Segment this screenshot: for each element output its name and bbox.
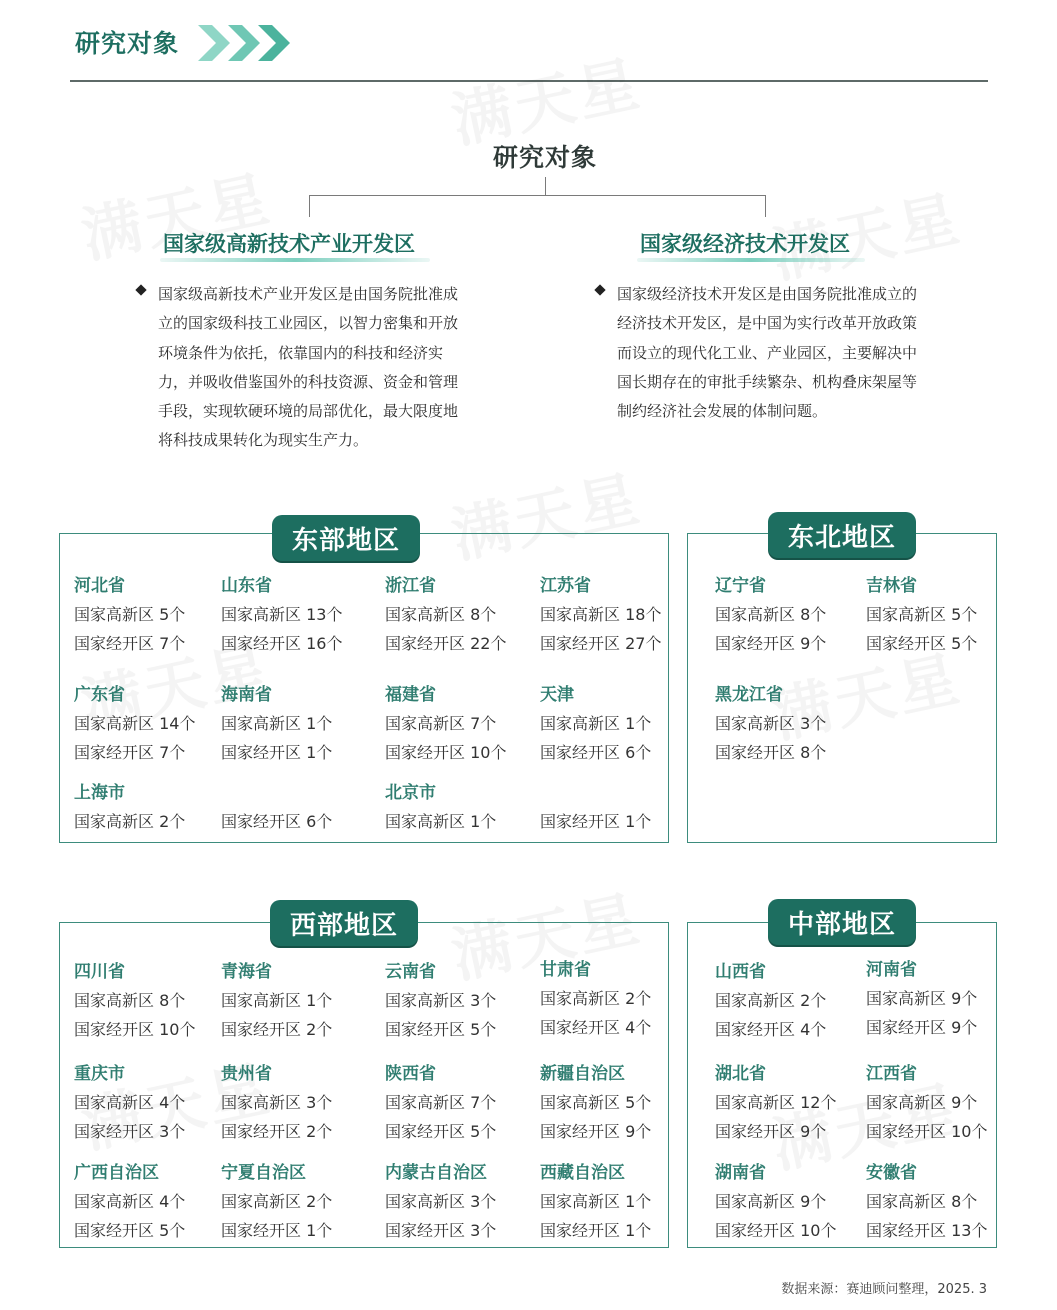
hightech-count: 国家高新区 8个 [385,605,497,624]
tree-connector [309,195,765,196]
province-name: 浙江省 [385,576,436,596]
province-name: 内蒙古自治区 [385,1163,487,1183]
econ-count: 国家经开区 10个 [385,743,507,762]
province-name: 云南省 [385,962,436,982]
tree-root-title: 研究对象 [492,143,597,172]
province-card-shanghai [74,778,185,829]
province-card [74,1158,185,1238]
econ-count: 国家经开区 16个 [221,634,343,653]
province-card [540,680,651,760]
hightech-count: 国家高新区 9个 [715,1192,827,1211]
province-card [715,1158,836,1238]
page-header-title: 研究对象 [75,29,180,58]
region-central-title: 中部地区 [768,899,916,945]
hightech-count: 国家高新区 1个 [385,812,497,831]
econ-count: 国家经开区 1个 [221,1221,333,1240]
region-east-title: 东部地区 [272,515,420,561]
hightech-count: 国家高新区 1个 [221,714,333,733]
province-name: 青海省 [221,962,272,982]
description-text: 国家级经济技术开发区是由国务院批准成立的经济技术开发区，是中国为实行改革开放政策而设立的现代化工业、产业园区，主要解决中国长期存在的审批手续繁杂、机构叠床架屋等制约经济社会发展的体制问题。 [617,285,918,421]
econ-count: 国家经开区 22个 [385,634,507,653]
hightech-count: 国家高新区 18个 [540,605,662,624]
province-card [715,680,826,760]
hightech-count: 国家高新区 7个 [385,1093,497,1112]
province-name: 天津 [540,685,574,705]
province-name: 江苏省 [540,576,591,596]
hightech-count: 国家高新区 9个 [866,989,978,1008]
region-west-title: 西部地区 [270,900,418,946]
province-name: 西藏自治区 [540,1163,625,1183]
econ-count: 国家经开区 9个 [715,1122,827,1141]
province-card [540,571,661,651]
province-card [540,1059,651,1139]
tree-connector [545,177,546,195]
econ-count: 国家经开区 1个 [221,743,333,762]
province-name: 贵州省 [221,1064,272,1084]
province-name: 山西省 [715,962,766,982]
province-name: 吉林省 [866,576,917,596]
zone-title-underline [160,258,430,262]
province-card [866,1059,987,1139]
province-name: 湖南省 [715,1163,766,1183]
province-name: 广东省 [74,685,125,705]
econ-count: 国家经开区 6个 [540,743,652,762]
province-name: 重庆市 [74,1064,125,1084]
hightech-count: 国家高新区 7个 [385,714,497,733]
province-card [385,1158,496,1238]
data-source-footer: 数据来源：赛迪顾问整理，2025. 3 [781,1282,987,1297]
province-card [74,1059,185,1139]
hightech-count: 国家高新区 14个 [74,714,196,733]
econ-count: 国家经开区 2个 [221,1020,333,1039]
hightech-count: 国家高新区 12个 [715,1093,837,1112]
province-card [715,1059,836,1139]
hightech-count: 国家高新区 5个 [540,1093,652,1112]
province-name: 新疆自治区 [540,1064,625,1084]
tree-connector [309,195,310,217]
province-card [221,1059,332,1139]
bullet-diamond-icon [594,284,605,295]
province-card [540,1158,651,1238]
hightech-count: 国家高新区 2个 [221,1192,333,1211]
province-name: 江西省 [866,1064,917,1084]
tree-connector [765,195,766,217]
econ-count: 国家经开区 4个 [715,1020,827,1039]
province-name: 宁夏自治区 [221,1163,306,1183]
province-card [221,571,342,651]
econ-count: 国家经开区 1个 [540,812,652,831]
econ-count: 国家经开区 5个 [385,1020,497,1039]
econ-count: 国家经开区 10个 [866,1122,988,1141]
zone-title-underline [637,258,865,262]
province-name: 上海市 [74,783,125,803]
econ-count: 国家经开区 27个 [540,634,662,653]
econ-count: 国家经开区 9个 [866,1018,978,1037]
zone-description-econ [617,280,929,426]
province-card [385,680,506,760]
province-card [715,571,826,651]
province-card [540,955,651,1035]
hightech-count: 国家高新区 1个 [540,714,652,733]
hightech-count: 国家高新区 2个 [540,989,652,1008]
econ-count: 国家经开区 1个 [540,1221,652,1240]
province-name: 湖北省 [715,1064,766,1084]
province-card [385,1059,496,1139]
province-card [866,1158,987,1238]
econ-count: 国家经开区 7个 [74,634,186,653]
econ-count: 国家经开区 4个 [540,1018,652,1037]
econ-count: 国家经开区 13个 [866,1221,988,1240]
econ-count: 国家经开区 2个 [221,1122,333,1141]
region-northeast-title: 东北地区 [768,512,916,558]
econ-count: 国家经开区 8个 [715,743,827,762]
econ-count: 国家经开区 9个 [540,1122,652,1141]
hightech-count: 国家高新区 3个 [385,991,497,1010]
province-card [385,957,496,1037]
description-text: 国家级高新技术产业开发区是由国务院批准成立的国家级科技工业园区，以智力密集和开放环境条件为依托，依靠国内的科技和经济实力，并吸收借鉴国外的科技资源、资金和管理手段，实现软硬环境的局部优化，最大限度地将科技成果转化为现实生产力。 [158,285,459,450]
province-name: 河北省 [74,576,125,596]
hightech-count: 国家高新区 9个 [866,1093,978,1112]
province-card [866,571,977,651]
province-card [221,1158,332,1238]
province-card-beijing [385,778,496,829]
econ-count: 国家经开区 6个 [221,812,333,831]
province-name: 山东省 [221,576,272,596]
hightech-count: 国家高新区 8个 [866,1192,978,1211]
province-name: 北京市 [385,783,436,803]
province-name: 黑龙江省 [715,685,783,705]
province-name: 甘肃省 [540,960,591,980]
econ-count: 国家经开区 5个 [74,1221,186,1240]
econ-count: 国家经开区 10个 [74,1020,196,1039]
econ-count: 国家经开区 9个 [715,634,827,653]
hightech-count: 国家高新区 2个 [74,812,186,831]
province-name: 福建省 [385,685,436,705]
province-card [74,680,195,760]
econ-count: 国家经开区 3个 [74,1122,186,1141]
hightech-count: 国家高新区 3个 [385,1192,497,1211]
province-name: 河南省 [866,960,917,980]
header-divider [70,80,988,82]
hightech-count: 国家高新区 4个 [74,1192,186,1211]
zone-description-hightech [158,280,470,456]
hightech-count: 国家高新区 5个 [74,605,186,624]
province-name: 四川省 [74,962,125,982]
hightech-count: 国家高新区 4个 [74,1093,186,1112]
econ-count: 国家经开区 5个 [866,634,978,653]
province-card [715,957,826,1037]
province-card [221,680,332,760]
province-name: 安徽省 [866,1163,917,1183]
econ-count: 国家经开区 7个 [74,743,186,762]
province-card [385,571,506,651]
hightech-count: 国家高新区 3个 [221,1093,333,1112]
bullet-diamond-icon [135,284,146,295]
econ-count: 国家经开区 5个 [385,1122,497,1141]
province-name: 陕西省 [385,1064,436,1084]
hightech-count: 国家高新区 5个 [866,605,978,624]
province-card [221,957,332,1037]
province-name: 海南省 [221,685,272,705]
hightech-count: 国家高新区 1个 [540,1192,652,1211]
hightech-count: 国家高新区 2个 [715,991,827,1010]
econ-count: 国家经开区 3个 [385,1221,497,1240]
chevron-right-icon [198,23,294,63]
hightech-count: 国家高新区 8个 [74,991,186,1010]
hightech-count: 国家高新区 3个 [715,714,827,733]
province-name: 广西自治区 [74,1163,159,1183]
hightech-count: 国家高新区 1个 [221,991,333,1010]
zone-title-econ: 国家级经济技术开发区 [640,232,850,256]
province-name: 辽宁省 [715,576,766,596]
province-card [866,955,977,1035]
hightech-count: 国家高新区 13个 [221,605,343,624]
hightech-count: 国家高新区 8个 [715,605,827,624]
econ-count: 国家经开区 10个 [715,1221,837,1240]
province-card [74,571,185,651]
zone-title-hightech: 国家级高新技术产业开发区 [163,232,415,256]
province-card [74,957,195,1037]
